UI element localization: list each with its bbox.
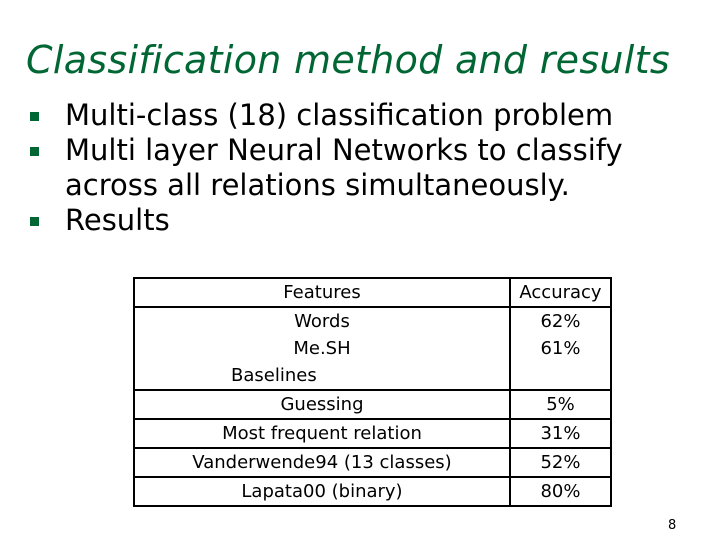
bullet-text: Multi layer Neural Networks to classify across all relations simultaneously. [65,133,623,202]
accuracy-cell: 52% [510,448,611,477]
feature-cell: Words [134,307,510,335]
header-accuracy: Accuracy [510,278,611,307]
accuracy-cell: 5% [510,390,611,419]
feature-cell: Me.SH [134,335,510,362]
feature-cell: Lapata00 (binary) [134,477,510,506]
square-bullet-icon [30,217,39,226]
results-table [133,277,612,507]
accuracy-cell [510,362,611,390]
feature-cell: Guessing [134,390,510,419]
feature-cell: Vanderwende94 (13 classes) [134,448,510,477]
bullet-item [30,203,690,238]
square-bullet-icon [30,112,39,121]
table-row [134,390,611,419]
page-number: 8 [668,518,677,533]
slide-title: Classification method and results [26,38,670,82]
table-row [134,362,611,390]
table-row [134,477,611,506]
bullet-text: Results [65,203,170,237]
accuracy-cell: 62% [510,307,611,335]
header-features: Features [134,278,510,307]
table-row [134,335,611,362]
table-row [134,448,611,477]
bullet-item [30,98,690,133]
bullet-item [30,133,690,203]
table-header-row [134,278,611,307]
accuracy-cell: 31% [510,419,611,448]
table-row [134,419,611,448]
square-bullet-icon [30,147,39,156]
accuracy-cell: 80% [510,477,611,506]
table-row [134,307,611,335]
bullet-text: Multi-class (18) classification problem [65,98,614,132]
feature-cell: Baselines [134,362,510,390]
feature-cell: Most frequent relation [134,419,510,448]
accuracy-cell: 61% [510,335,611,362]
bullet-list [30,98,690,238]
